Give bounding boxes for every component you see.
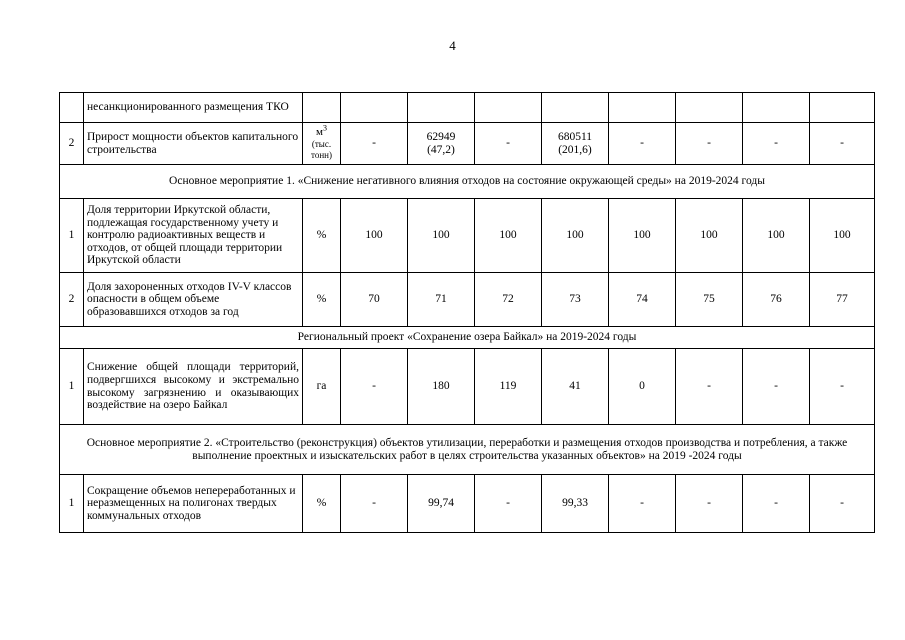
value-cell: [676, 93, 743, 123]
value-cell: -: [676, 123, 743, 165]
value-cell: 100: [475, 199, 542, 273]
value-cell: -: [676, 349, 743, 425]
row-number: 1: [60, 349, 84, 425]
value-cell: -: [475, 123, 542, 165]
value-cell: 100: [676, 199, 743, 273]
value-cell: -: [810, 349, 875, 425]
value-cell: -: [609, 123, 676, 165]
value-cell: -: [341, 123, 408, 165]
value-cell: 41: [542, 349, 609, 425]
value-cell: -: [743, 349, 810, 425]
indicator-name: Прирост мощности объектов капитального строительства: [84, 123, 303, 165]
value-cell: 70: [341, 273, 408, 327]
unit-label: $м^3$: [316, 123, 327, 139]
value-cell: -: [676, 475, 743, 533]
section-heading: Основное мероприятие 2. «Строительство (реконструкция) объектов утилизации, переработки и размещения отходов производства и потребления, а также выполнение проектных и изыскательских работ в целях строительства указанных объектов» на 2019 -2024 годы: [60, 425, 875, 475]
value-cell: 73: [542, 273, 609, 327]
row-number-cell: [60, 93, 84, 123]
value-cell: 100: [408, 199, 475, 273]
unit-cell: %: [303, 199, 341, 273]
value-cell: [542, 93, 609, 123]
section-row: [60, 425, 875, 475]
table-row: [60, 199, 875, 273]
value-cell: 72: [475, 273, 542, 327]
value-cell: 62949 (47,2): [408, 123, 475, 165]
unit-cell: %: [303, 273, 341, 327]
value-cell: 100: [609, 199, 676, 273]
value-cell: [408, 93, 475, 123]
value-cell: [609, 93, 676, 123]
indicator-name: Доля территории Иркутской области, подлежащая государственному учету и контролю радиоактивных веществ и отходов, от общей площади территории Иркутской области: [84, 199, 303, 273]
value-cell: -: [341, 349, 408, 425]
row-number: 1: [60, 475, 84, 533]
row-number: 2: [60, 123, 84, 165]
value-cell: 100: [341, 199, 408, 273]
table-row: [60, 273, 875, 327]
value-cell: -: [743, 123, 810, 165]
value-cell: -: [743, 475, 810, 533]
value-cell: 0: [609, 349, 676, 425]
unit-cell: %: [303, 475, 341, 533]
indicators-table: [59, 92, 875, 533]
value-cell: [475, 93, 542, 123]
value-cell: -: [810, 475, 875, 533]
page-number: 4: [449, 38, 456, 53]
unit-cell: га: [303, 349, 341, 425]
value-cell: 99,33: [542, 475, 609, 533]
table-row: [60, 349, 875, 425]
section-heading: Основное мероприятие 1. «Снижение негативного влияния отходов на состояние окружающей среды» на 2019-2024 годы: [60, 165, 875, 199]
unit-cell: [303, 123, 341, 165]
value-cell: 77: [810, 273, 875, 327]
row-number: 2: [60, 273, 84, 327]
row-number: 1: [60, 199, 84, 273]
value-cell: -: [341, 475, 408, 533]
value-cell: 680511 (201,6): [542, 123, 609, 165]
table-row: [60, 123, 875, 165]
value-cell: 100: [743, 199, 810, 273]
value-cell: 75: [676, 273, 743, 327]
indicator-name: несанкционированного размещения ТКО: [84, 93, 303, 123]
indicator-name: Снижение общей площади территорий, подвергшихся высокому и экстремально высокому загрязнению и оказывающих воздействие на озеро Байкал: [84, 349, 303, 425]
unit-sublabel: (тыс. тонн): [311, 138, 332, 160]
value-cell: 71: [408, 273, 475, 327]
value-cell: 100: [542, 199, 609, 273]
section-row: [60, 327, 875, 349]
value-cell: 99,74: [408, 475, 475, 533]
indicator-name: Сокращение объемов непереработанных и неразмещенных на полигонах твердых коммунальных отходов: [84, 475, 303, 533]
value-cell: 119: [475, 349, 542, 425]
section-row: [60, 165, 875, 199]
table-row: [60, 93, 875, 123]
section-heading: Региональный проект «Сохранение озера Байкал» на 2019-2024 годы: [60, 327, 875, 349]
value-cell: -: [609, 475, 676, 533]
value-cell: 100: [810, 199, 875, 273]
value-cell: [810, 93, 875, 123]
unit-cell: [303, 93, 341, 123]
value-cell: [743, 93, 810, 123]
value-cell: [341, 93, 408, 123]
value-cell: 76: [743, 273, 810, 327]
value-cell: 180: [408, 349, 475, 425]
indicator-name: Доля захороненных отходов IV-V классов опасности в общем объеме образовавшихся отходов за год: [84, 273, 303, 327]
value-cell: -: [475, 475, 542, 533]
table-row: [60, 475, 875, 533]
value-cell: 74: [609, 273, 676, 327]
value-cell: -: [810, 123, 875, 165]
